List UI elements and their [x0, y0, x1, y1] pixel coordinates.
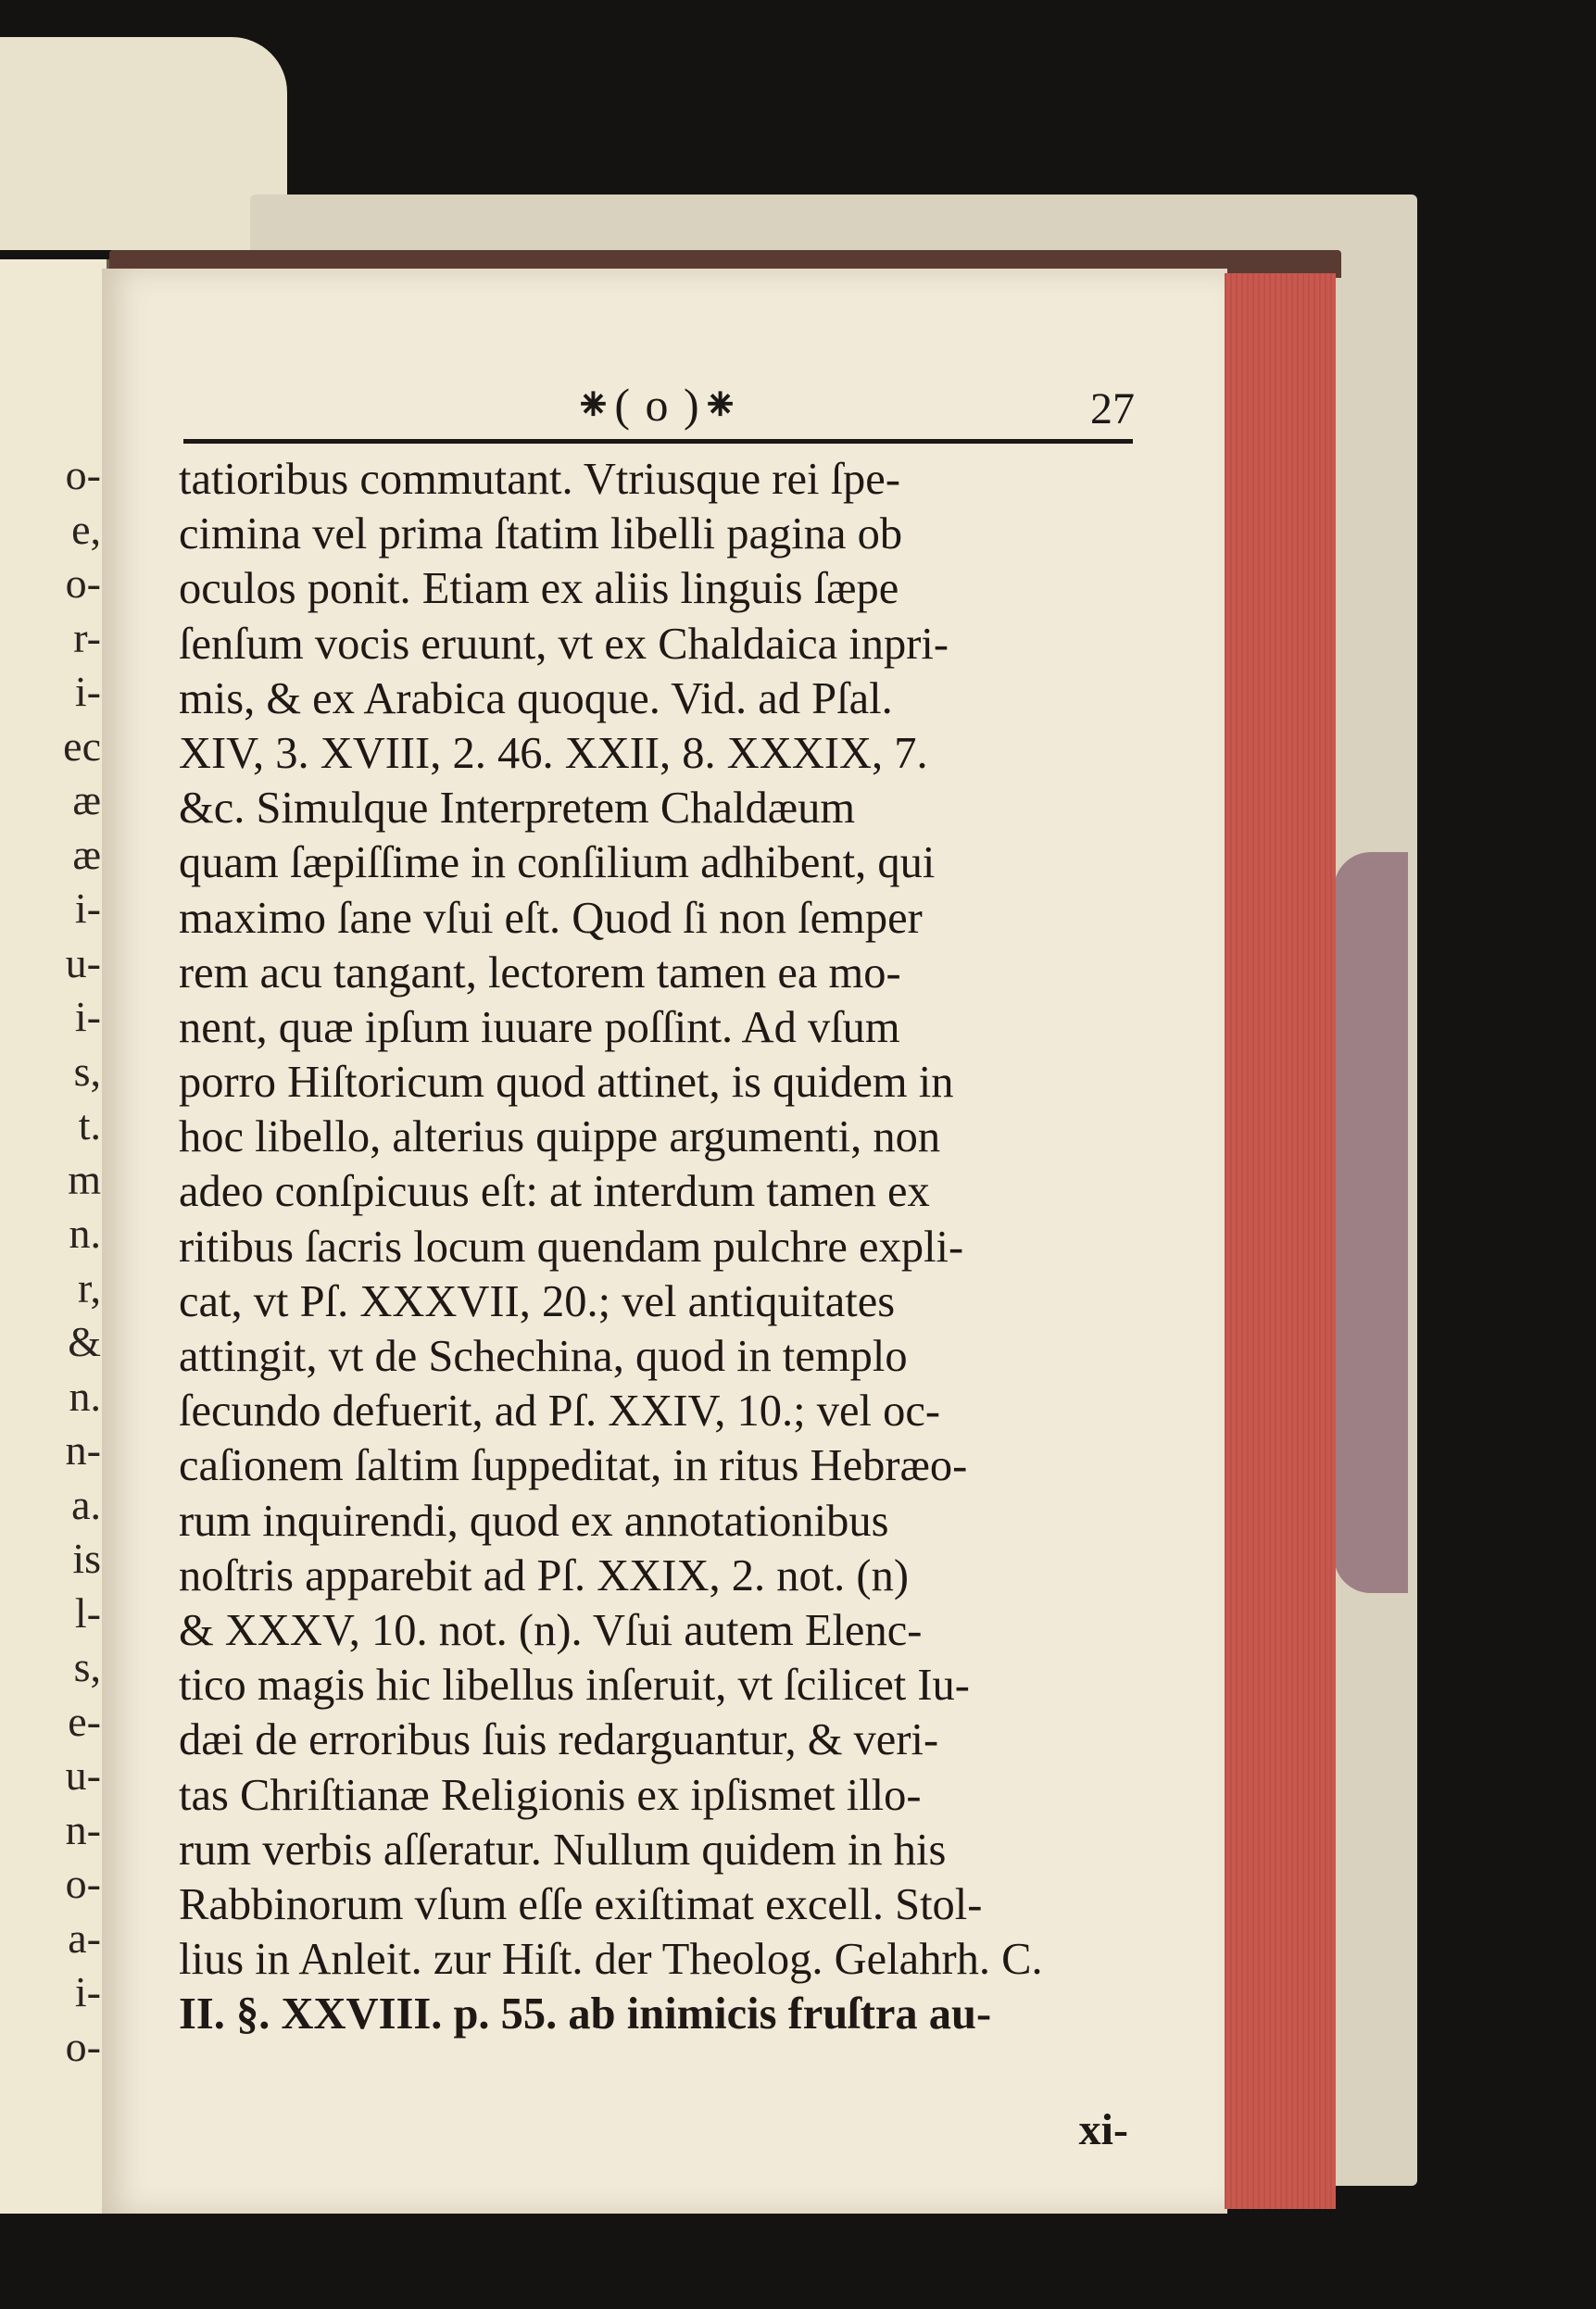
left-page-fragment: o- — [65, 2022, 101, 2070]
left-page-fragment: n- — [65, 1805, 101, 1853]
text-line: mis, & ex Arabica quoque. Vid. ad Pſal. — [179, 673, 893, 723]
left-page-fragment: u- — [65, 1751, 101, 1799]
left-page-fragment: o- — [65, 559, 101, 607]
left-page-fragment: i- — [74, 885, 101, 932]
left-page-fragment: s, — [73, 1047, 101, 1095]
text-line: ritibus ſacris locum quendam pulchre expli- — [179, 1222, 964, 1272]
page-edge-red — [1225, 273, 1336, 2209]
left-page-fragment: t. — [78, 1101, 101, 1148]
left-page-fragment: i- — [74, 668, 101, 715]
text-line: caſionem ſaltim ſuppeditat, in ritus Hebræo- — [179, 1441, 968, 1491]
catchword: xi- — [1078, 2105, 1128, 2154]
text-line: cat, vt Pſ. XXXVII, 20.; vel antiquitates — [179, 1276, 896, 1326]
text-line: tas Chriſtianæ Religionis ex ipſismet illo- — [179, 1770, 922, 1820]
text-line: porro Hiſtoricum quod attinet, is quidem in — [179, 1058, 954, 1108]
text-line: & XXXV, 10. not. (n). Vſui autem Elenc- — [179, 1605, 923, 1655]
left-page-fragment: n. — [69, 1210, 101, 1257]
left-page — [0, 259, 109, 2214]
running-head-ornament: ⁕( o )⁕ — [573, 379, 742, 431]
text-line: rum inquirendi, quod ex annotationibus — [179, 1496, 889, 1546]
text-line: &c. Simulque Interpretem Chaldæum — [179, 784, 856, 834]
text-line: rum verbis aſſeratur. Nullum quidem in his — [179, 1825, 947, 1875]
header-rule — [183, 439, 1133, 444]
body-text — [179, 452, 1137, 2041]
left-page-fragment: a. — [71, 1480, 101, 1528]
text-line: oculos ponit. Etiam ex aliis linguis ſæpe — [179, 564, 899, 614]
left-page-fragment: r, — [78, 1263, 101, 1311]
text-line: tatioribus commutant. Vtriusque rei ſpe- — [179, 455, 900, 504]
text-line: hoc libello, alterius quippe argumenti, non — [179, 1112, 941, 1162]
text-line: tico magis hic libellus inſeruit, vt ſcilicet Iu- — [179, 1661, 970, 1711]
text-line: quam ſæpiſſime in conſilium adhibent, qui — [179, 838, 936, 888]
left-page-fragment: n- — [65, 1426, 101, 1474]
text-line: dæi de erroribus ſuis redarguantur, & veri- — [179, 1715, 939, 1765]
left-page-fragment: s, — [73, 1643, 101, 1690]
text-line: cimina vel prima ſtatim libelli pagina ob — [179, 509, 903, 559]
left-page-fragment: l- — [74, 1588, 101, 1637]
left-page-fragment: i- — [74, 1968, 101, 2015]
text-line: lius in Anleit. zur Hiſt. der Theolog. Gelahrh. C. — [179, 1935, 1043, 1985]
flower-bookmark — [1334, 852, 1408, 1593]
text-line: rem acu tangant, lectorem tamen ea mo- — [179, 947, 901, 998]
text-line: attingit, vt de Schechina, quod in templo — [179, 1332, 908, 1381]
left-page-fragment: o- — [65, 1860, 101, 1907]
text-line: maximo ſane vſui eſt. Quod ſi non ſemper — [179, 893, 923, 943]
left-page-fragment: æ — [72, 776, 101, 823]
text-line: II. §. XXVIII. p. 55. ab inimicis fruſtra au- — [179, 1989, 992, 2039]
text-line: noſtris apparebit ad Pſ. XXIX, 2. not. (n) — [179, 1550, 909, 1600]
page-number: 27 — [1090, 384, 1135, 433]
left-page-fragment: e- — [68, 1697, 101, 1745]
left-page-fragment: & — [68, 1318, 101, 1365]
left-page-fragment: u- — [65, 938, 101, 986]
left-page-fragment: o- — [65, 451, 101, 498]
left-page-fragment: a- — [68, 1914, 101, 1962]
left-page-fragment: e, — [71, 505, 101, 553]
left-page-fragment: m — [68, 1155, 101, 1203]
running-head — [181, 378, 1135, 443]
background-cloth — [0, 37, 287, 250]
text-line: ſenſum vocis eruunt, vt ex Chaldaica inpri- — [179, 619, 949, 669]
text-line: XIV, 3. XVIII, 2. 46. XXII, 8. XXXIX, 7. — [179, 728, 928, 778]
left-page-fragment: ec — [63, 722, 101, 770]
left-page-fragment: i- — [74, 993, 101, 1040]
text-line: nent, quæ ipſum iuuare poſſint. Ad vſum — [179, 1002, 900, 1052]
text-line: adeo conſpicuus eſt: at interdum tamen ex — [179, 1167, 930, 1217]
text-line: ſecundo defuerit, ad Pſ. XXIV, 10.; vel oc- — [179, 1387, 941, 1437]
left-page-fragment: r- — [73, 613, 101, 661]
left-page-fragment: is — [72, 1535, 101, 1582]
left-page-fragment: n. — [69, 1372, 101, 1420]
text-line: Rabbinorum vſum eſſe exiſtimat excell. Stol- — [179, 1879, 983, 1929]
left-page-fragment: æ — [72, 830, 101, 878]
